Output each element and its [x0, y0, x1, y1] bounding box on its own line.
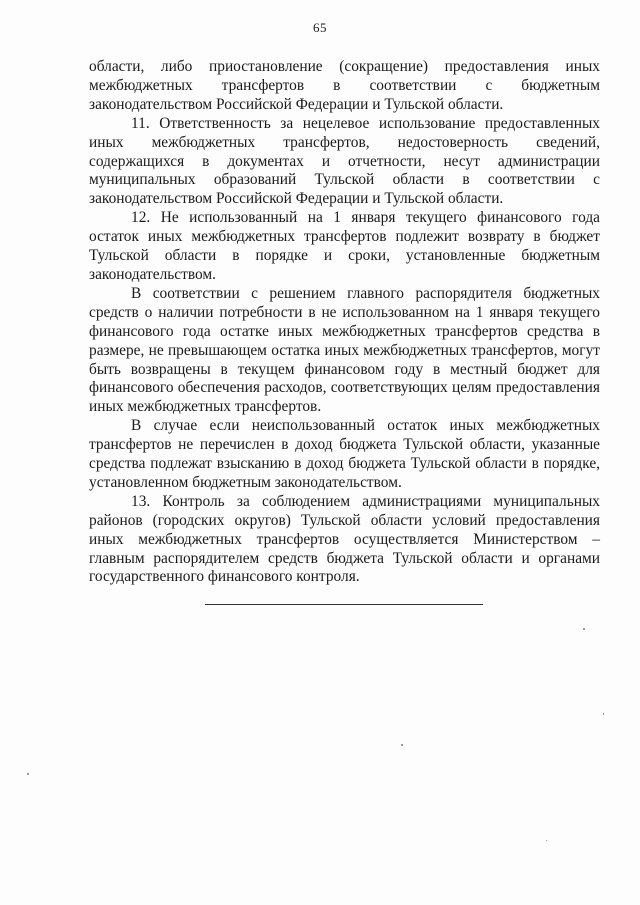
scan-speck — [27, 773, 29, 775]
page-number: 65 — [313, 20, 327, 35]
paragraph-return-decision: В соответствии с решением главного распорядителя бюджетных средств о наличии потребности в не использованном на 1 января текущего финансового года остатке иных межбюджетных трансфертов средства в размере, не превышающем остатка иных межбюджетных трансфертов, могут быть возвращены в текущем финансовом году в местный бюджет для финансового обеспечения расходов, соответствующих целям предоставления иных межбюджетных трансфертов. — [89, 284, 600, 416]
paragraph-item-13: 13. Контроль за соблюдением администрациями муниципальных районов (городских округов) Тульской области условий предоставления иных межбюджетных трансфертов осуществляется Министерством – главным распорядителем средств бюджета Тульской области и органами государственного финансового контроля. — [89, 492, 600, 586]
scan-speck — [603, 713, 604, 715]
scan-speck — [583, 628, 585, 630]
paragraph-recovery: В случае если неиспользованный остаток иных межбюджетных трансфертов не перечислен в доход бюджета Тульской области, указанные средства подлежат взысканию в доход бюджета Тульской области в порядке, установленном бюджетным законодательством. — [89, 417, 600, 491]
paragraph-continuation: области, либо приостановление (сокращение) предоставления иных межбюджетных трансфертов в соответствии с бюджетным законодательством Российской Федерации и Тульской области. — [89, 58, 600, 113]
scan-speck — [546, 840, 547, 841]
scan-speck — [401, 744, 403, 746]
paragraph-item-12: 12. Не использованный на 1 января текущего финансового года остаток иных межбюджетных трансфертов подлежит возврату в бюджет Тульской области в порядке и сроки, установленные бюджетным законодательством. — [89, 209, 600, 283]
document-body — [89, 58, 600, 587]
paragraph-item-11: 11. Ответственность за нецелевое использование предоставленных иных межбюджетных трансфертов, недостоверность сведений, содержащихся в документах и отчетности, несут администрации муниципальных образований Тульской области в соответствии с законодательством Российской Федерации и Тульской области. — [89, 114, 600, 208]
end-divider-line — [205, 604, 483, 605]
